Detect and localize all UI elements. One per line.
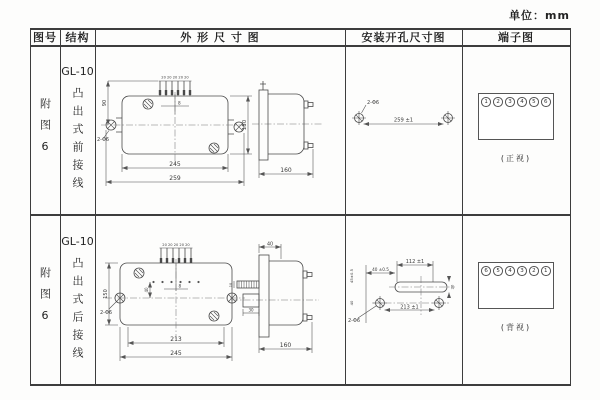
row1-structure-cell: [60, 46, 95, 214]
row2-mounting-offset-v-upper: 45±0.5: [349, 268, 354, 284]
row2-mounting-drawing: [345, 215, 462, 385]
header-outline: 外 形 尺 寸 图: [180, 31, 260, 44]
terminal-circle: 1: [541, 266, 551, 276]
terminal-circle: 5: [529, 97, 539, 107]
row1-model: GL-10: [61, 65, 94, 78]
row2-dim-side-block: 30: [248, 307, 254, 313]
row2-fig-no: 附图6: [38, 267, 52, 332]
row2-dim-side-top: 40: [266, 242, 274, 248]
header-mounting: 安装开孔尺寸图: [361, 31, 446, 44]
row1-side-view: [259, 81, 313, 160]
terminal-circle: 5: [493, 266, 503, 276]
row1-dim-outer-width: 259: [169, 175, 181, 182]
row2-pin-pitch-labels: 20 20 20 20 20: [162, 243, 190, 247]
row1-terminal-diagram: [462, 46, 570, 215]
row2-mounting-offset-v-lower: 40: [349, 300, 354, 306]
table-border-right: [570, 28, 571, 386]
row1-dim-left-height: 90: [102, 99, 108, 107]
terminal-circle: 3: [505, 97, 515, 107]
row2-structure-cell: [60, 215, 95, 384]
row1-terminal-view-label: (正视): [500, 154, 532, 163]
row2-dim-depth: 160: [279, 342, 292, 349]
row1-centerlines: [101, 92, 322, 164]
terminal-circle: 6: [541, 97, 551, 107]
row2-dim-pin-offset: 8: [178, 283, 182, 289]
row2-side-dimension-lines: [234, 244, 312, 353]
row2-mounting-offset-h: 40 ±0.5: [372, 267, 389, 272]
row2-dim-outer-width: 245: [170, 350, 182, 357]
row2-structure-text: 凸出式后接线: [71, 256, 84, 365]
terminal-circle: 2: [529, 266, 539, 276]
row2-terminal-view-label: (背视): [500, 323, 532, 332]
row1-mounting-drawing: [345, 46, 462, 215]
row1-hole-label: 2-Φ6: [97, 137, 110, 143]
row2-hole-label: 2-Φ6: [100, 310, 113, 316]
row1-pin-pitch-labels: 20 20 20 20 20: [161, 75, 189, 80]
row2-fig-cell: [30, 215, 60, 384]
header-terminal: 端子图: [498, 31, 534, 44]
row2-dimension-lines: [105, 263, 232, 361]
row1-mounting-hole-label: 2-Φ6: [367, 100, 380, 106]
terminal-circle: 4: [517, 97, 527, 107]
terminal-circle: 6: [481, 266, 491, 276]
row1-dim-height: 150: [242, 119, 248, 131]
row1-mounting-span: 259 ±1: [393, 117, 414, 124]
terminal-circle: 2: [493, 97, 503, 107]
row1-terminal-box: [478, 93, 554, 140]
row1-fig-cell: [30, 46, 60, 214]
terminal-circle: 3: [517, 266, 527, 276]
row1-dim-inner-width: 245: [169, 161, 181, 168]
row2-mounting-slot-width: 112 ±1: [405, 259, 425, 265]
row2-dim-side-pin: 10: [229, 282, 233, 288]
row1-dim-pin-offset: 8: [178, 100, 181, 106]
unit-label: 单位：mm: [509, 9, 570, 22]
row2-dim-inner-width: 213: [170, 336, 182, 343]
row2-mounting-hole-label: 2-Φ6: [348, 318, 361, 324]
row2-dim-left-height: 150: [103, 289, 109, 299]
row1-fig-no: 附图6: [38, 97, 52, 163]
header-fig-no: 图号: [33, 31, 57, 44]
terminal-circle: 4: [505, 266, 515, 276]
row2-mounting-slot-height: 20: [449, 284, 455, 290]
header-structure: 结构: [65, 31, 90, 44]
row2-outline-drawing: [95, 215, 345, 385]
row2-terminal-box: [478, 262, 554, 309]
row2-mounting-span: 213 ±1: [400, 304, 419, 311]
row2-terminal-diagram: [462, 215, 570, 385]
row1-structure-text: 凸出式前接线: [71, 87, 84, 195]
row2-side-view: [237, 255, 312, 337]
row1-outline-drawing: [95, 46, 345, 215]
row1-dim-depth: 160: [280, 167, 292, 174]
row2-model: GL-10: [61, 234, 94, 248]
row2-dim-pin-drop: 40: [144, 287, 149, 293]
terminal-circle: 1: [481, 97, 491, 107]
